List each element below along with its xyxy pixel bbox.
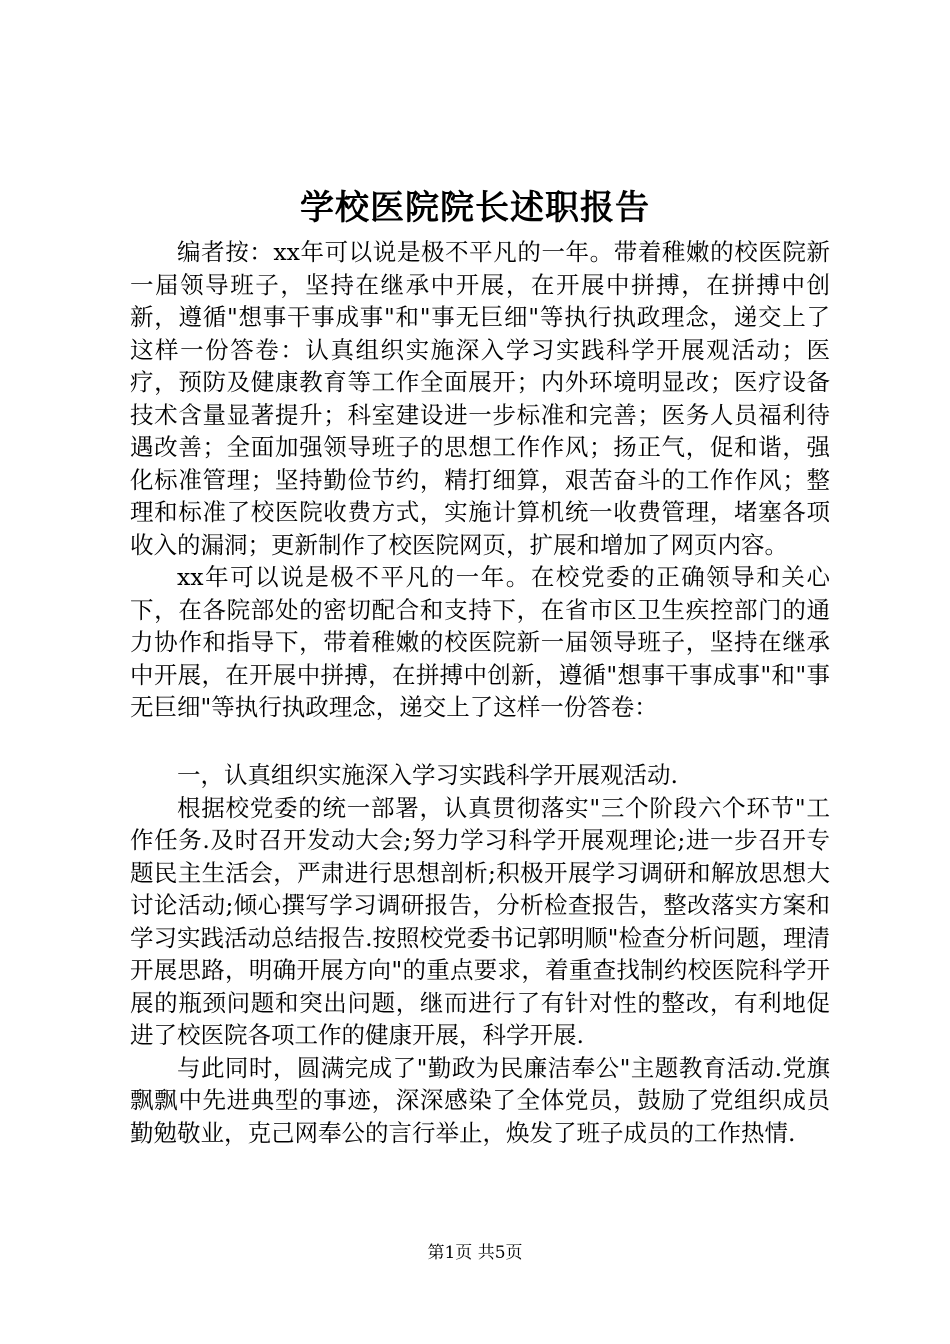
intro-paragraph: xx年可以说是极不平凡的一年。在校党委的正确领导和关心下，在各院部处的密切配合和支持下，在省市区卫生疾控部门的通力协作和指导下，带着稚嫩的校医院新一届领导班子，坚持在继承中开展，在开展中拼搏，在拼搏中创新，遵循"想事干事成事"和"事无巨细"等执行执政理念，递交上了这样一份答卷： — [130, 563, 830, 721]
editor-note-paragraph: 编者按：xx年可以说是极不平凡的一年。带着稚嫩的校医院新一届领导班子，坚持在继承中开展，在开展中拼搏，在拼搏中创新，遵循"想事干事成事"和"事无巨细"等执行执政理念，递交上了这样一份答卷：认真组织实施深入学习实践科学开展观活动；医疗，预防及健康教育等工作全面展开；内外环境明显改；医疗设备技术含量显著提升；科室建设进一步标准和完善；医务人员福利待遇改善；全面加强领导班子的思想工作作风；扬正气，促和谐，强化标准管理；坚持勤俭节约，精打细算，艰苦奋斗的工作作风；整理和标准了校医院收费方式，实施计算机统一收费管理，堵塞各项收入的漏洞；更新制作了校医院网页，扩展和增加了网页内容。 — [130, 238, 830, 559]
section-heading: 一，认真组织实施深入学习实践科学开展观活动. — [177, 761, 678, 789]
section-paragraph: 与此同时，圆满完成了"勤政为民廉洁奉公"主题教育活动.党旗飘飘中先进典型的事迹，深深感染了全体党员，鼓励了党组织成员勤勉敬业，克己网奉公的言行举止，焕发了班子成员的工作热情. — [130, 1053, 830, 1147]
page-title: 学校医院院长述职报告 — [300, 188, 650, 228]
intro-block — [130, 236, 830, 724]
section-block — [130, 759, 830, 1149]
page-footer: 第1页 共5页 — [427, 1243, 523, 1263]
section-paragraph: 根据校党委的统一部署，认真贯彻落实"三个阶段六个环节"工作任务.及时召开发动大会;努力学习科学开展观理论;进一步召开专题民主生活会，严肃进行思想剖析;积极开展学习调研和解放思想大讨论活动;倾心撰写学习调研报告，分析检查报告，整改落实方案和学习实践活动总结报告.按照校党委书记郭明顺"检查分析问题，理清开展思路，明确开展方向"的重点要求，着重查找制约校医院科学开展的瓶颈问题和突出问题，继而进行了有针对性的整改，有利地促进了校医院各项工作的健康开展，科学开展. — [130, 793, 830, 1049]
